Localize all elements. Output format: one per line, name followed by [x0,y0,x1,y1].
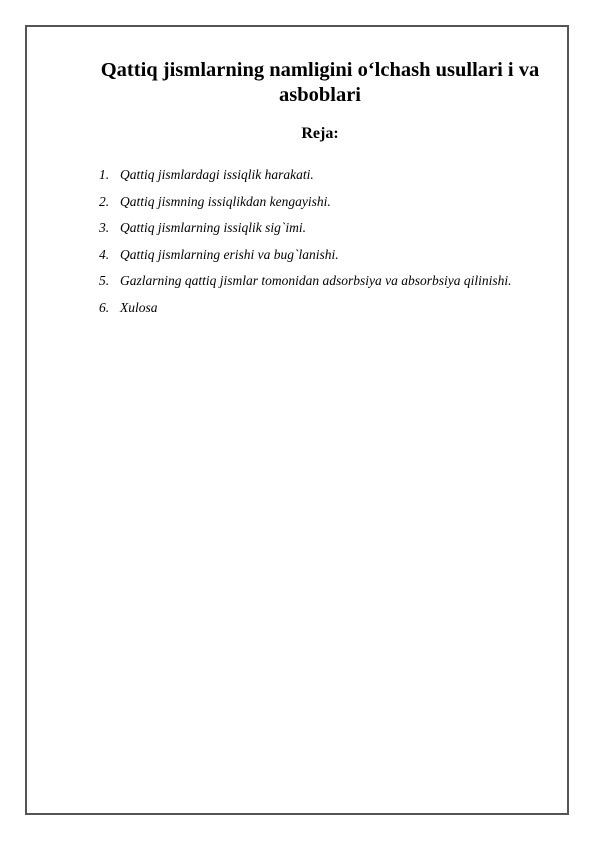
plan-item-text: Xulosa [120,299,158,315]
plan-item [99,189,554,216]
plan-item [99,162,554,189]
plan-item-text: Qattiq jismlarning erishi va bug`lanishi. [120,246,339,262]
plan-item-number: 1. [99,167,110,182]
plan-item [99,242,554,269]
plan-item [99,215,554,242]
plan-heading: Reja: [301,125,339,142]
plan-item-text: Qattiq jismlardagi issiqlik harakati. [120,167,314,182]
plan-item-number: 3. [99,220,110,236]
plan-item [99,295,554,322]
plan-item-text: Qattiq jismning issiqlikdan kengayishi. [120,193,331,209]
plan-item-number: 4. [99,246,110,262]
plan-item-number: 2. [99,193,110,209]
plan-item-number: 6. [99,299,110,315]
plan-item [99,268,554,295]
plan-list [99,162,554,322]
plan-item-text: Gazlarning qattiq jismlar tomonidan adsorbsiya va absorbsiya qilinishi. [120,273,512,289]
document-title: Qattiq jismlarning namligini o‘lchash usullari i va asboblari [100,59,540,106]
plan-item-number: 5. [99,273,110,289]
plan-item-text: Qattiq jismlarning issiqlik sig`imi. [120,220,307,236]
